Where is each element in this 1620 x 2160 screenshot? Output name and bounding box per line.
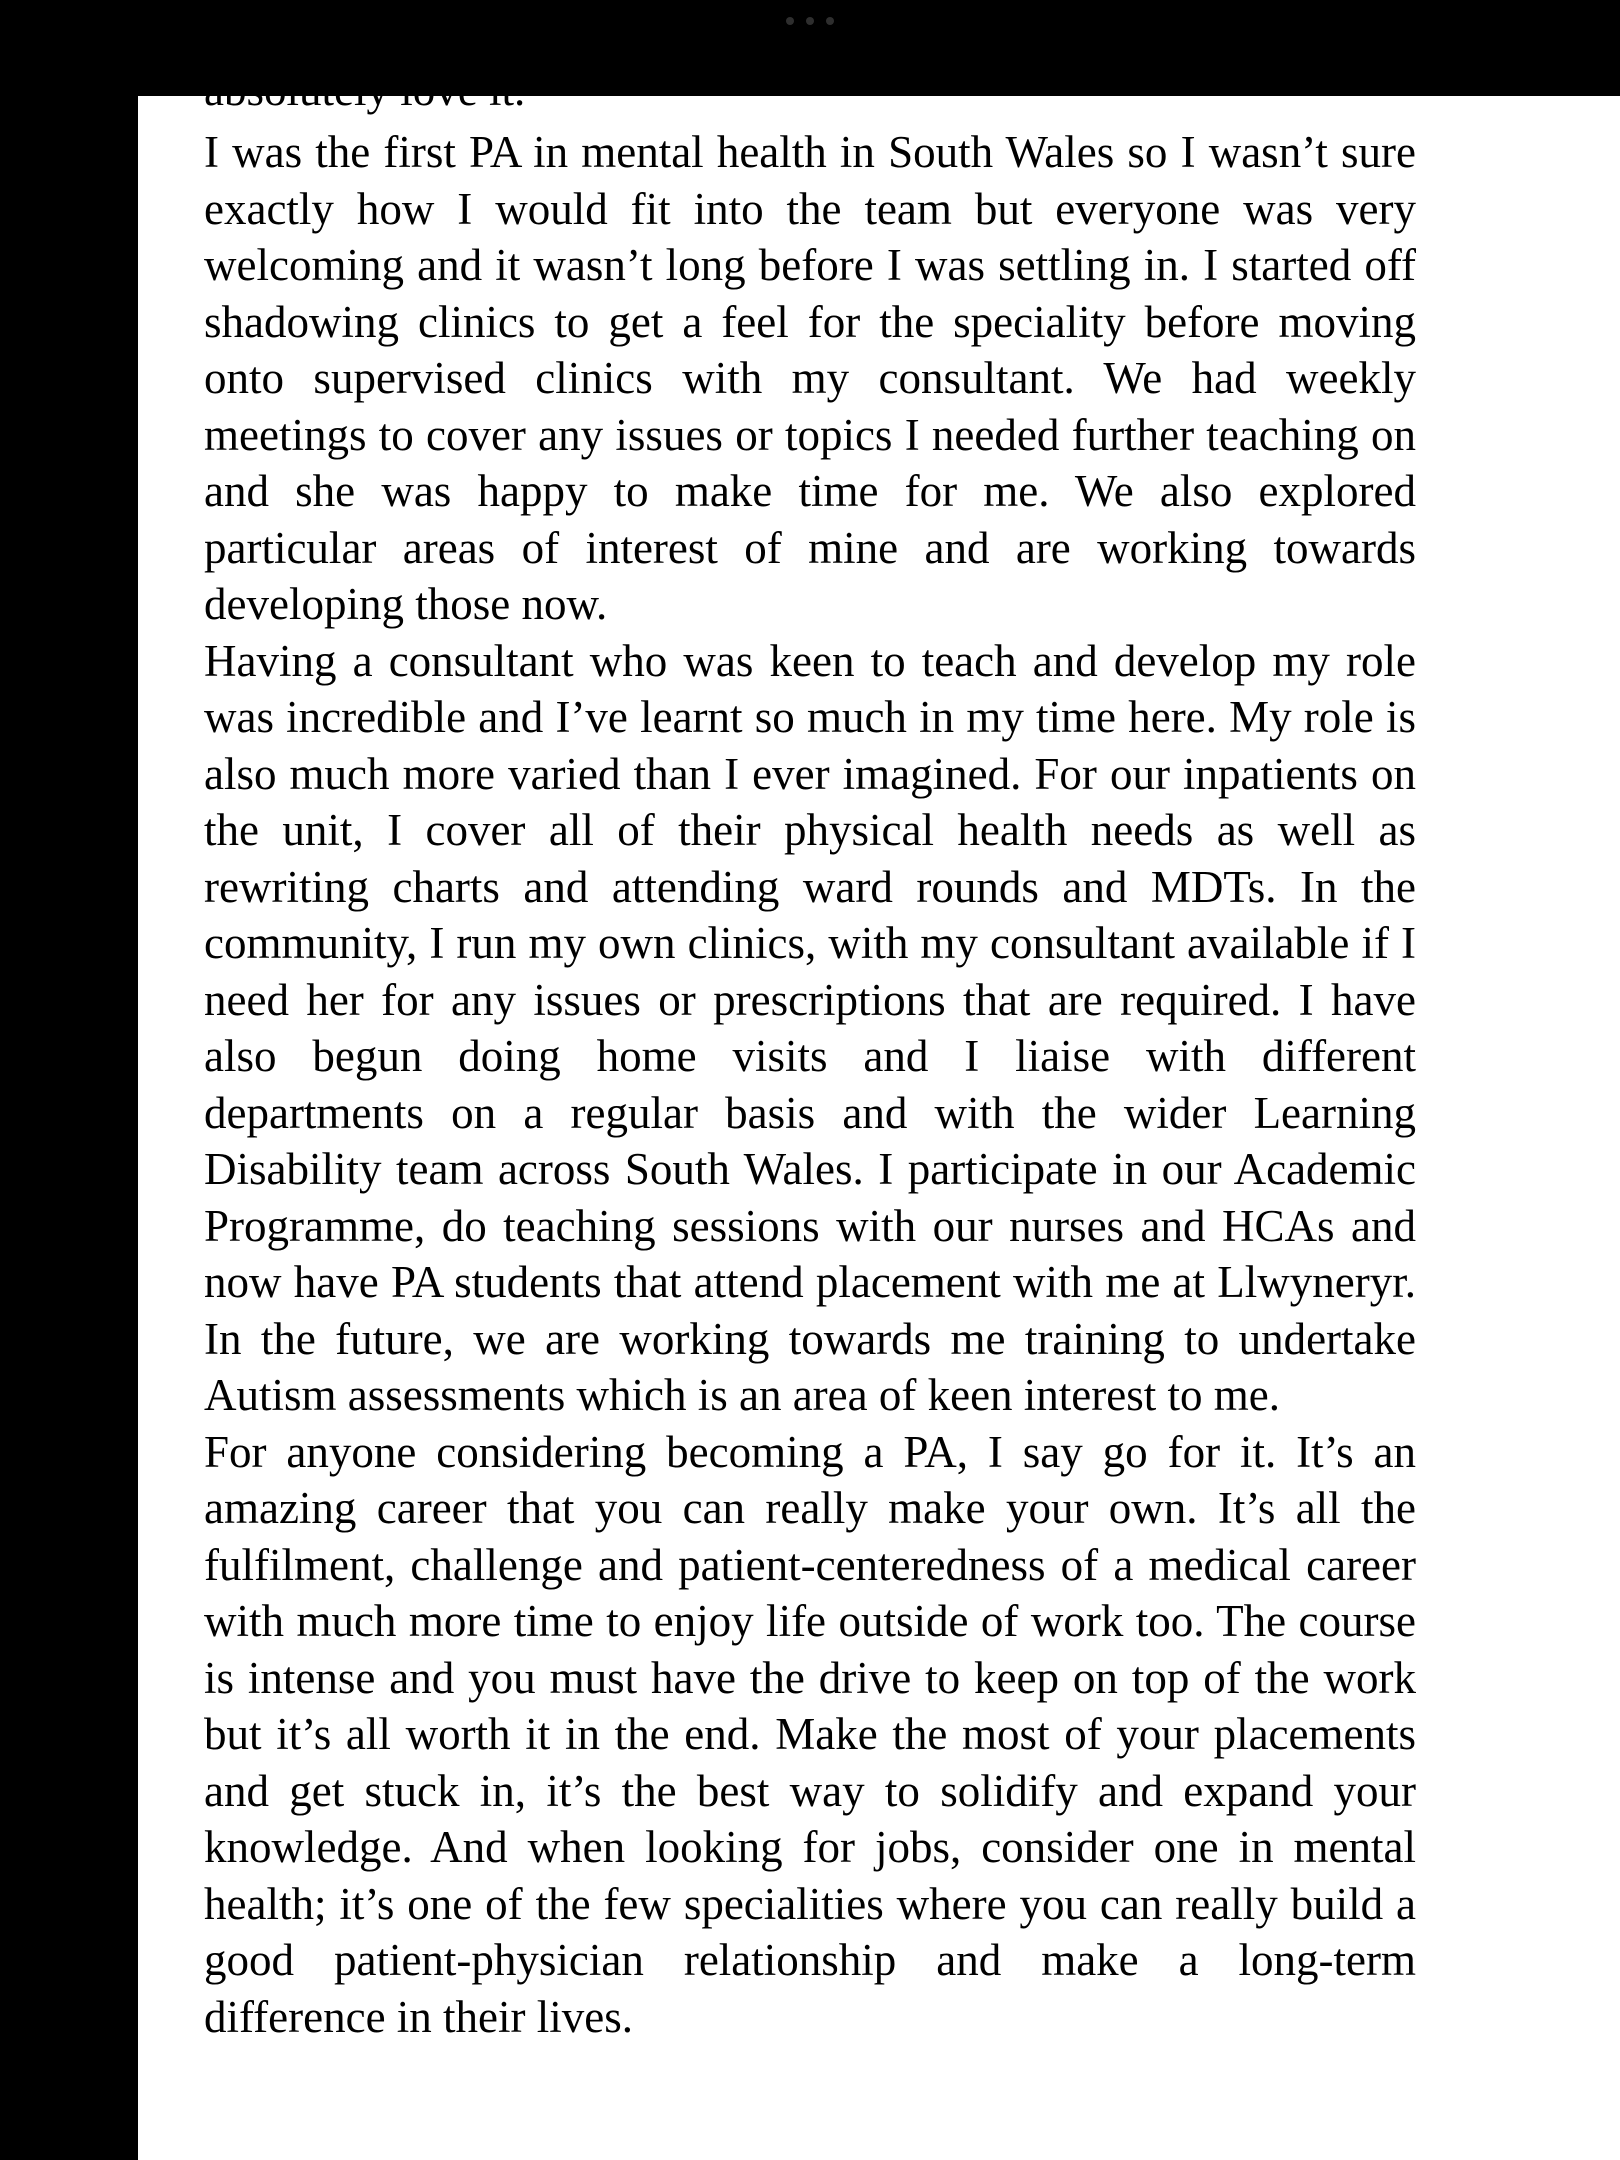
document-page <box>138 65 1620 2160</box>
more-options-icon[interactable] <box>786 14 834 28</box>
paragraph-1: I was the first PA in mental health in South Wales so I wasn’t sure exactly how I would fit into the team but everyone was very welcoming and it wasn’t long before I was settling in. I started off shadowing clinics to get a feel for the speciality before moving onto supervised clinics with my consultant. We had weekly meetings to cover any issues or topics I needed further teaching on and she was happy to make time for me. We also explored particular areas of interest of mine and are working towards developing those now. <box>204 127 1416 629</box>
dot-icon <box>786 17 794 25</box>
paragraph-2: Having a consultant who was keen to teach and develop my role was incredible and I’ve learnt so much in my time here. My role is also much more varied than I ever imagined. For our inpatients on the unit, I cover all of their physical health needs as well as rewriting charts and attending ward rounds and MDTs. In the community, I run my own clinics, with my consultant available if I need her for any issues or prescriptions that are required. I have also begun doing home visits and I liaise with different departments on a regular basis and with the wider Learning Disability team across South Wales. I participate in our Academic Programme, do teaching sessions with our nurses and HCAs and now have PA students that attend placement with me at Llwyneryr. In the future, we are working towards me training to undertake Autism assessments which is an area of keen interest to me. <box>204 635 1416 1420</box>
dot-icon <box>806 17 814 25</box>
paragraph-3: For anyone considering becoming a PA, I say go for it. It’s an amazing career that you can really make your own. It’s all the fulfilment, challenge and patient-centeredness of a medical career with much more time to enjoy life outside of work too. The course is intense and you must have the drive to keep on top of the work but it’s all worth it in the end. Make the most of your placements and get stuck in, it’s the best way to solidify and expand your knowledge. And when looking for jobs, consider one in mental health; it’s one of the few specialities where you can really build a good patient-physician relationship and make a long-term difference in their lives. <box>204 1426 1416 2042</box>
clipped-top-line: absolutely love it. <box>204 65 526 115</box>
dot-icon <box>826 17 834 25</box>
article-body <box>204 124 1416 2045</box>
